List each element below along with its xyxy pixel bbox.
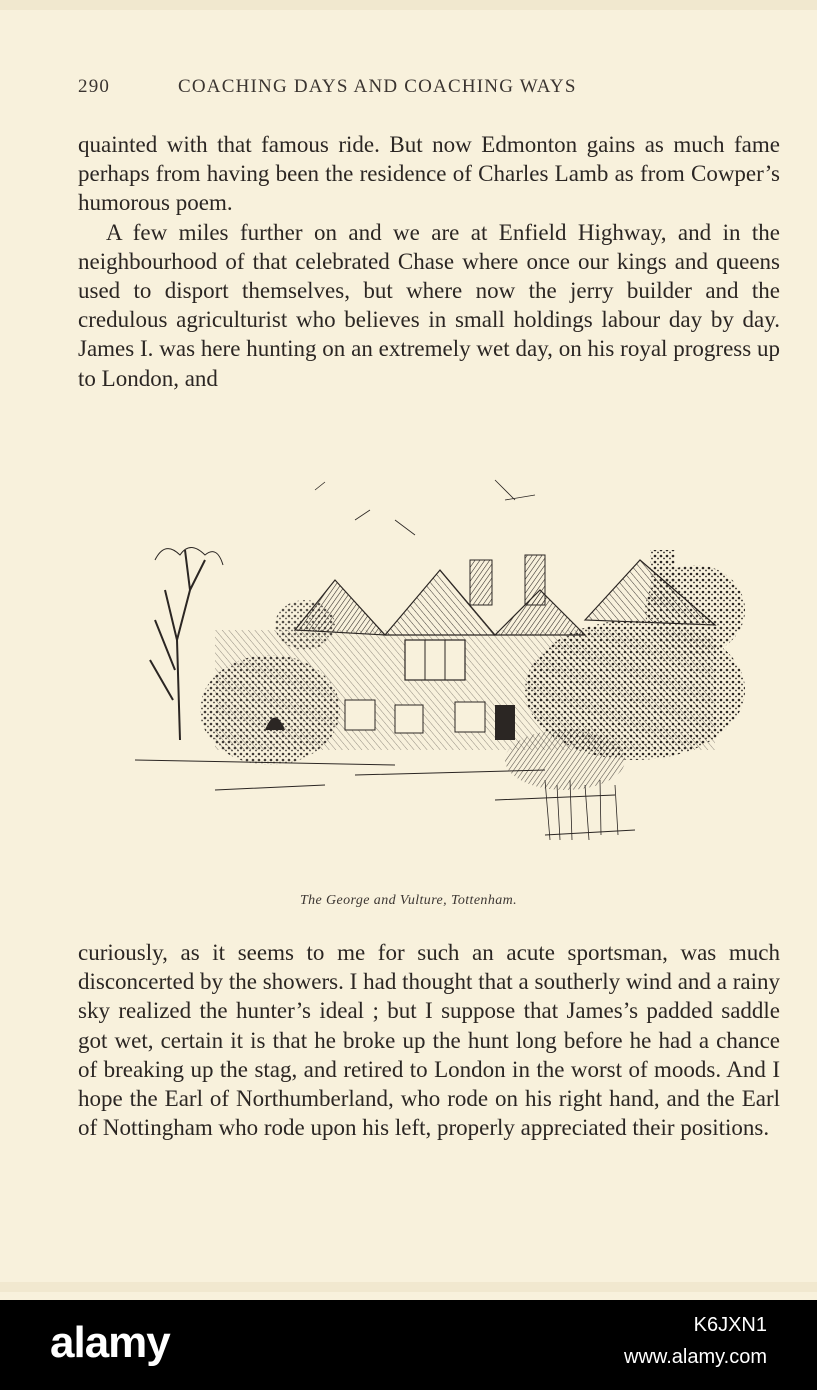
paragraph: A few miles further on and we are at Enfield Highway, and in the neighbourhood of that celebrated Chase where once our kings and queens used to disport themselves, but where now the jerry builder and the credulous agriculturist who believes in small holdings labour day by day. James I. was here hunting on an extremely wet day, on his royal progress up to London, and [78, 219, 780, 391]
watermark-bar [0, 1300, 817, 1390]
page-number: 290 [78, 76, 111, 97]
running-head [78, 76, 698, 98]
paragraph: quainted with that famous ride. But now Edmonton gains as much fame perhaps from having been the residence of Charles Lamb as from Cowper’s humorous poem. [78, 132, 780, 216]
image-id: K6JXN1 [693, 1314, 767, 1336]
engraving-illustration [95, 440, 775, 885]
site-url[interactable]: www.alamy.com [624, 1346, 767, 1368]
text-block-bottom [78, 938, 780, 1142]
watermark-strip [0, 1282, 817, 1292]
paragraph: curiously, as it seems to me for such an acute sportsman, was much disconcerted by the showers. I had thought that a southerly wind and a rainy sky realized the hunter’s ideal ; but I suppose that James’s padded saddle got wet, certain it is that he broke up the hunt long before he had a chance of breaking up the stag, and retired to London in the worst of moods. And I hope the Earl of Northumberland, who rode on his right hand, and the Earl of Nottingham who rode upon his left, properly appreciated their positions. [78, 940, 780, 1141]
sky-strokes [315, 480, 535, 535]
illustration-caption: The George and Vulture, Tottenham. [299, 893, 518, 908]
text-block-top [78, 130, 780, 393]
watermark-strip [0, 0, 817, 10]
alamy-logo: alamy [50, 1318, 170, 1367]
running-title: COACHING DAYS AND COACHING WAYS [178, 76, 577, 97]
